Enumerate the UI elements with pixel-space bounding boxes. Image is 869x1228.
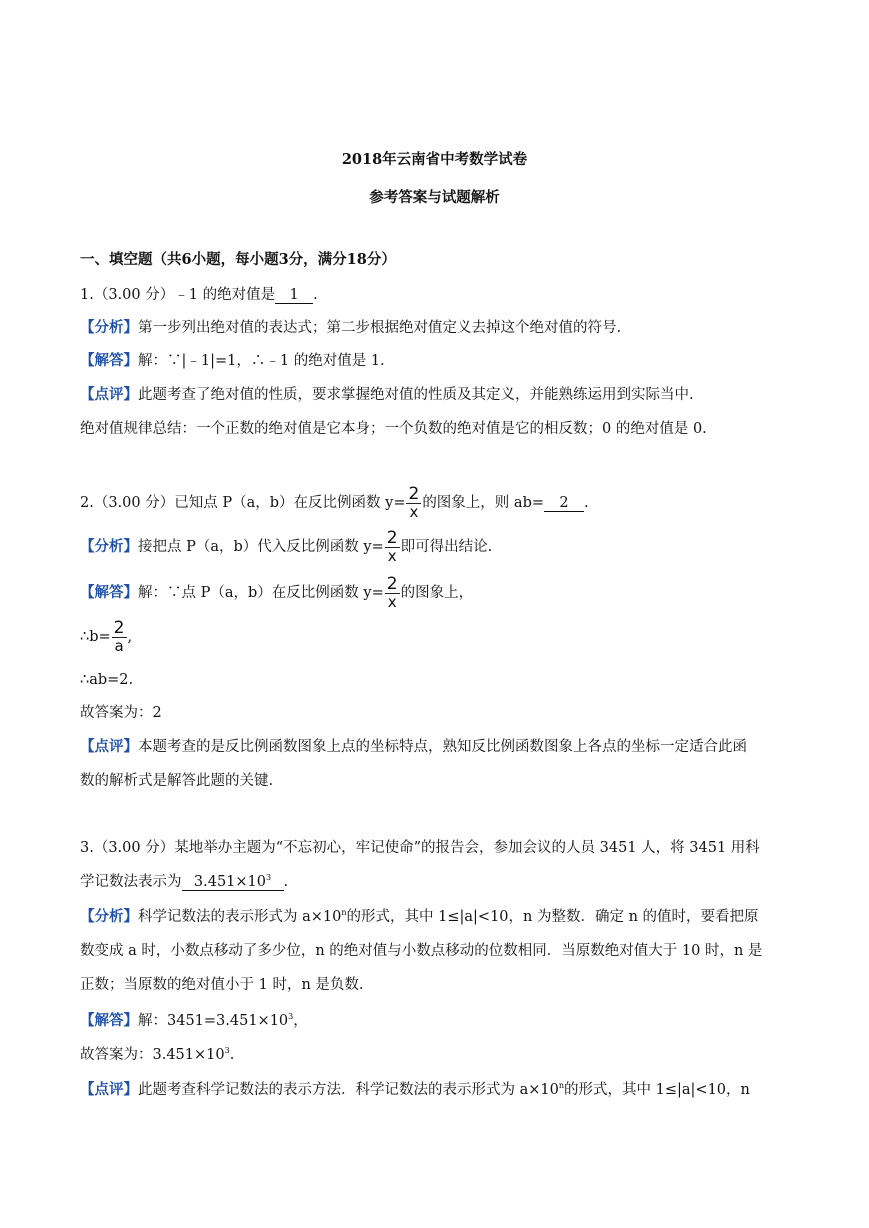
q2-solution-text: 解：∵点 P（a，b）在反比例函数 y= (138, 585, 384, 601)
q3-final-answer: 故答案为：$3.451\times 10^3$. (80, 1046, 235, 1063)
q3-solution-text: 解：3451=3.451×10 (138, 1013, 289, 1029)
fraction-2-over-x: $\frac{2}{x}$ (386, 574, 398, 611)
solution-label: 【解答】 (80, 352, 138, 369)
analysis-label: 【分析】 (80, 319, 138, 336)
q3-answer-blank: $3.451\times 10^3$ (182, 874, 284, 891)
q3-analysis-cont-1: 数变成 a 时，小数点移动了多少位，n 的绝对值与小数点移动的位数相同．当原数绝对值大于 10 时，n 是 (80, 943, 763, 959)
fraction-2-over-a: $\frac{2}{a}$ (113, 618, 125, 655)
q3-stem-end: . (283, 874, 289, 890)
q2-step-b (80, 617, 792, 657)
q1-stem-end: . (313, 287, 318, 303)
q1-solution (80, 351, 792, 371)
q3-solution: 【解答】解：$3451=3.451\times 10^3$， (80, 1012, 308, 1029)
document-subtitle: 参考答案与试题解析 (369, 189, 500, 206)
q3-stem-text: 学记数法表示为 (80, 874, 182, 890)
q2-comment-cont: 数的解析式是解答此题的关键. (80, 773, 274, 789)
q2-solution-end: 的图象上， (400, 585, 474, 601)
q3-analysis-text: 科学记数法的表示形式为 a×10 (138, 909, 342, 925)
q2-analysis-end: 即可得出结论. (400, 539, 493, 555)
fraction-2-over-x: $\frac{2}{x}$ (408, 484, 420, 521)
q3-stem: 3.（3.00 分）某地举办主题为“不忘初心，牢记使命”的报告会，参加会议的人员 3451 人，将 3451 用科 (80, 840, 760, 856)
analysis-label: 【分析】 (80, 908, 138, 925)
q2-comment (80, 737, 792, 757)
q1-stem (80, 285, 792, 305)
q3-analysis-cont-2: 正数；当原数的绝对值小于 1 时，n 是负数. (80, 977, 364, 993)
comment-label: 【点评】 (80, 386, 138, 403)
solution-label: 【解答】 (80, 584, 138, 601)
q2-step-ab: ∴ab=2. (80, 672, 134, 688)
q3-comment-text: 此题考查科学记数法的表示方法．科学记数法的表示形式为 a×10 (138, 1082, 559, 1098)
q1-comment (80, 385, 792, 405)
q2-analysis-text: 接把点 P（a，b）代入反比例函数 y= (138, 539, 384, 555)
document-title: 2018年云南省中考数学试卷 (341, 151, 528, 168)
comment-label: 【点评】 (80, 738, 138, 755)
q2-stem-mid: 的图象上，则 ab= (422, 495, 544, 511)
q2-answer-blank: 2 (544, 495, 584, 512)
q2-comment-text: 本题考查的是反比例函数图象上点的坐标特点，熟知反比例函数图象上各点的坐标一定适合此函 (138, 739, 747, 755)
q1-solution-text: 解：∵|﹣1|=1，∴﹣1 的绝对值是 1. (138, 353, 385, 369)
solution-label: 【解答】 (80, 1012, 138, 1029)
q3-analysis: 【分析】科学记数法的表示形式为 $a\times 10^n$的形式，其中 1≤|a|<10，n 为整数．确定 n 的值时，要看把原 (80, 908, 759, 925)
q1-comment-text: 此题考查了绝对值的性质，要求掌握绝对值的性质及其定义，并能熟练运用到实际当中. (138, 387, 694, 403)
analysis-label: 【分析】 (80, 538, 138, 555)
q2-step-b-text: ∴b= (80, 629, 111, 645)
q3-stem-cont (80, 872, 792, 892)
q3-comment: 【点评】此题考查科学记数法的表示方法．科学记数法的表示形式为 $a\times 10^n$的形式，其中 1≤|a|<10，n (80, 1081, 750, 1098)
q2-stem-text: 2.（3.00 分）已知点 P（a，b）在反比例函数 y= (80, 495, 406, 511)
q2-solution (80, 573, 792, 613)
q2-stem (80, 483, 792, 523)
q2-analysis (80, 527, 792, 567)
q1-summary: 绝对值规律总结：一个正数的绝对值是它本身；一个负数的绝对值是它的相反数；0 的绝对值是 0. (80, 421, 707, 437)
q1-analysis-text: 第一步列出绝对值的表达式；第二步根据绝对值定义去掉这个绝对值的符号. (138, 320, 622, 336)
q1-analysis (80, 318, 792, 338)
fraction-2-over-x: $\frac{2}{x}$ (386, 528, 398, 565)
q2-final-answer: 故答案为：2 (80, 705, 162, 721)
section-heading: 一、填空题（共6小题，每小题3分，满分18分） (80, 251, 396, 268)
comment-label: 【点评】 (80, 1081, 138, 1098)
q2-stem-end: . (584, 495, 589, 511)
q1-stem-text: 1.（3.00 分）﹣1 的绝对值是 (80, 287, 276, 303)
q1-answer-blank: 1 (275, 287, 313, 304)
q2-step-b-end: , (127, 629, 133, 645)
